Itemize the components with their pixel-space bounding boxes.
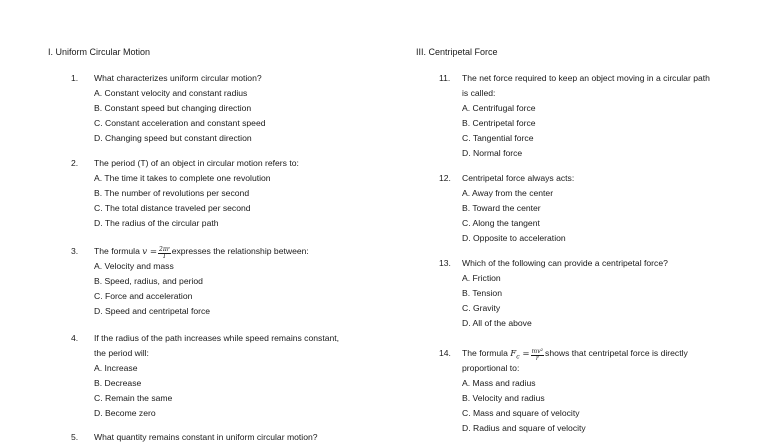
option-b: B. Tension [462,288,502,298]
question-text [94,244,309,260]
option-d: D. Speed and centripetal force [94,306,211,316]
option-d: D. Become zero [94,408,156,418]
question-text: If the radius of the path increases while speed remains constant, [94,333,340,343]
option-d: D. Opposite to acceleration [462,233,566,243]
option-b: B. Centripetal force [462,118,536,128]
question-text: Centripetal force always acts: [462,173,575,183]
question-text-after-formula: shows that centripetal force is directly [545,348,688,358]
formula-denominator: r [535,355,539,362]
question-12 [416,171,776,246]
formula-lhs: v = [142,247,158,257]
question-number: 1. [71,73,79,83]
question-number: 3. [71,246,79,256]
question-11 [416,71,776,161]
question-3 [48,244,388,319]
question-number: 11. [439,73,451,83]
question-text: What quantity remains constant in uniform circular motion? [94,432,318,442]
question-number: 5. [71,432,79,442]
option-d: D. Normal force [462,148,523,158]
question-text-before-formula: The formula [94,246,140,256]
question-text-continued: proportional to: [462,363,520,373]
formula-numerator: 2πr [159,246,170,253]
formula-equals: = [519,349,530,359]
question-number: 14. [439,348,451,358]
option-a: A. The time it takes to complete one revolution [94,173,271,183]
question-number: 13. [439,258,451,268]
formula-subscript: c [516,353,520,361]
option-c: C. The total distance traveled per second [94,203,251,213]
question-number: 4. [71,333,79,343]
question-number: 12. [439,173,451,183]
question-text: The net force required to keep an object moving in a circular path [462,73,710,83]
question-text-before-formula: The formula [462,348,508,358]
option-a: A. Centrifugal force [462,103,536,113]
option-c: C. Mass and square of velocity [462,408,580,418]
option-a: A. Mass and radius [462,378,536,388]
option-a: A. Velocity and mass [94,261,174,271]
question-4 [48,331,388,421]
option-d: D. The radius of the circular path [94,218,219,228]
option-b: B. Velocity and radius [462,393,545,403]
option-a: A. Friction [462,273,501,283]
question-text: What characterizes uniform circular motion? [94,73,262,83]
question-5 [48,430,388,445]
question-14 [416,346,776,436]
option-b: B. Toward the center [462,203,541,213]
section-title-uniform-circular-motion: I. Uniform Circular Motion [48,47,151,57]
formula-symbol: F [510,349,517,359]
formula-denominator: T [162,253,167,260]
option-d: D. All of the above [462,318,532,328]
option-d: D. Radius and square of velocity [462,423,586,433]
option-c: C. Tangential force [462,133,534,143]
option-c: C. Force and acceleration [94,291,193,301]
option-a: A. Increase [94,363,138,373]
formula-numerator: mv² [531,348,544,355]
option-b: B. Constant speed but changing direction [94,103,252,113]
question-13 [416,256,776,331]
question-text: The period (T) of an object in circular motion refers to: [94,158,299,168]
option-c: C. Along the tangent [462,218,540,228]
question-number: 2. [71,158,79,168]
section-title-centripetal-force: III. Centripetal Force [416,47,498,57]
formula-lhs [510,349,529,359]
question-text-continued: the period will: [94,348,149,358]
option-d: D. Changing speed but constant direction [94,133,252,143]
question-text-continued: is called: [462,88,496,98]
option-b: B. The number of revolutions per second [94,188,250,198]
option-a: A. Constant velocity and constant radius [94,88,248,98]
option-c: C. Constant acceleration and constant speed [94,118,266,128]
option-a: A. Away from the center [462,188,554,198]
option-c: C. Gravity [462,303,501,313]
question-2 [48,156,388,231]
question-text-after-formula: expresses the relationship between: [171,246,309,256]
option-b: B. Speed, radius, and period [94,276,203,286]
question-1 [48,71,388,146]
question-text: Which of the following can provide a centripetal force? [462,258,668,268]
option-b: B. Decrease [94,378,142,388]
option-c: C. Remain the same [94,393,173,403]
